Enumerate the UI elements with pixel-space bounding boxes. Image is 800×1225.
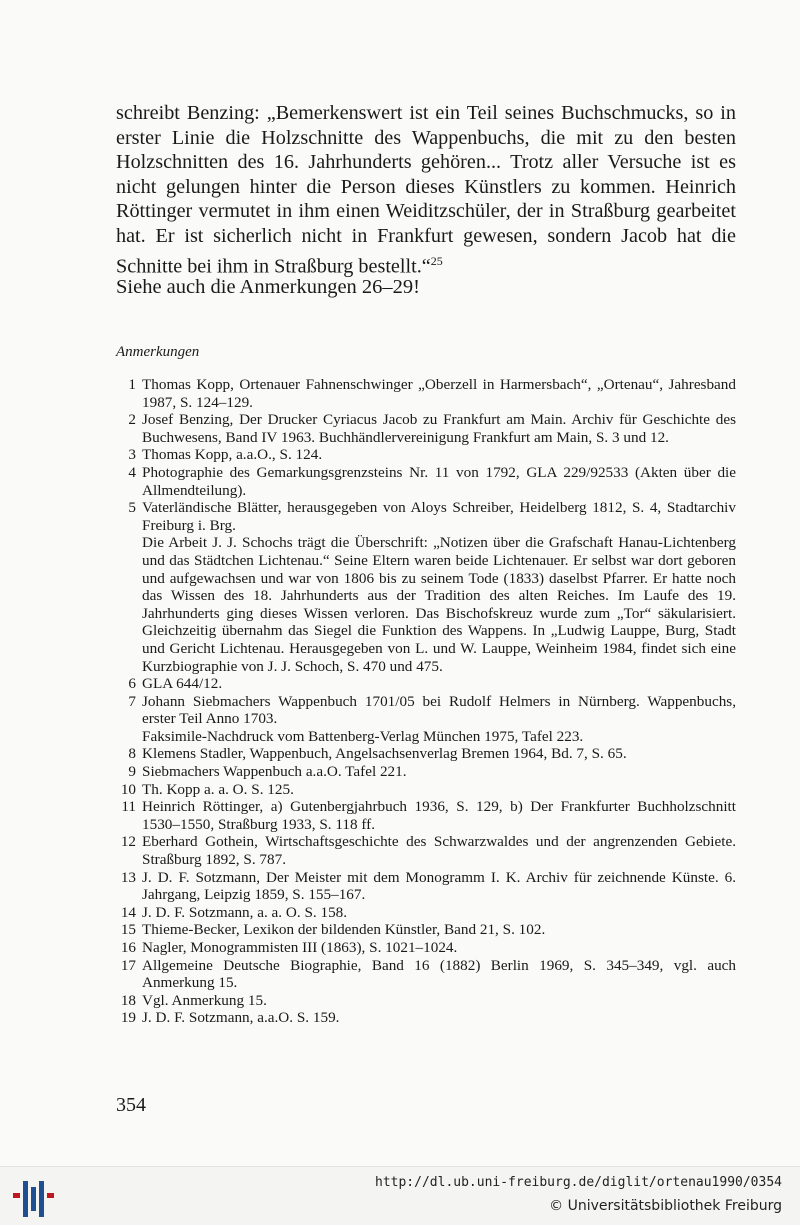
note-item	[116, 411, 736, 446]
note-text: Vaterländische Blätter, herausgegeben von Aloys Schreiber, Heidelberg 1812, S. 4, Stadtarchiv Freiburg i. Brg.	[142, 499, 736, 534]
body-text	[116, 101, 736, 279]
note-item	[116, 904, 736, 922]
note-number: 1	[128, 376, 136, 393]
footnote-ref: 25	[430, 253, 443, 268]
note-text: Josef Benzing, Der Drucker Cyriacus Jacob zu Frankfurt am Main. Archiv für Geschichte des Buchwesens, Band IV 1963. Buchhändlervereinigung Frankfurt am Main, S. 3 und 12.	[142, 411, 736, 446]
note-text: Thomas Kopp, a.a.O., S. 124.	[142, 446, 323, 464]
page-number: 354	[116, 1094, 146, 1116]
note-text: J. D. F. Sotzmann, a.a.O. S. 159.	[142, 1009, 340, 1027]
see-also-line: Siehe auch die Anmerkungen 26–29!	[116, 276, 421, 298]
note-number: 17	[120, 956, 136, 974]
note-continuation: Faksimile-Nachdruck vom Battenberg-Verlag München 1975, Tafel 223.	[142, 727, 584, 745]
note-text: Johann Siebmachers Wappenbuch 1701/05 bei Rudolf Helmers in Nürnberg. Wappenbuchs, erster Teil Anno 1703.	[142, 692, 736, 728]
note-number: 9	[128, 763, 136, 781]
note-number: 18	[120, 991, 136, 1009]
note-text: Klemens Stadler, Wappenbuch, Angelsachsenverlag Bremen 1964, Bd. 7, S. 65.	[142, 745, 627, 763]
note-text: Thieme-Becker, Lexikon der bildenden Künstler, Band 21, S. 102.	[142, 921, 546, 939]
note-number: 3	[128, 446, 136, 464]
note-text: Siebmachers Wappenbuch a.a.O. Tafel 221.	[142, 763, 407, 781]
note-number: 19	[120, 1009, 136, 1027]
note-item	[116, 675, 736, 693]
note-item	[116, 693, 736, 746]
body-paragraph: schreibt Benzing: „Bemerkenswert ist ein Teil seines Buchschmucks, so in erster Linie die Holzschnitte des Wappenbuchs, die mit zu den besten Holzschnitten des 16. Jahrhunderts gehören... Trotz aller Versuche ist es nicht gelungen hinter die Person dieses Künstlers zu kommen. Heinrich Röttinger vermutet in ihm einen Weiditzschüler, der in Straßburg gearbeitet hat. Er ist sicherlich nicht in Frankfurt gewesen, sondern Jacob hat die Schnitte bei ihm in Straßburg bestellt.“$^{25}$	[116, 102, 736, 278]
note-continuation: Die Arbeit J. J. Schochs trägt die Überschrift: „Notizen über die Grafschaft Hanau-Lichtenberg und das Städtchen Lichtenau.“ Seine Eltern waren beide Lichtenauer. Er selbst war dort geboren und aufgewachsen und war von 1806 bis zu seinem Tode (1833) daselbst Pfarrer. Er hatte noch das Wissen des 18. Jahrhunderts aus der Tradition des alten Reiches. Im Laufe des 19. Jahrhunderts ging dieses Wissen verloren. Das Bischofskreuz wurde zum „Tor“ säkularisiert. Gleichzeitig übernahm das Siegel die Funktion des Wappens. In „Ludwig Lauppe, Burg, Stadt und Gericht Lichtenau. Herausgegeben von L. und W. Lauppe, Weinheim 1984, findet sich eine Kurzbiographie von J. J. Schoch, S. 470 und 475.	[142, 534, 736, 675]
note-number: 10	[120, 780, 136, 798]
note-item	[116, 869, 736, 904]
note-number: 16	[120, 939, 136, 956]
note-text: Thomas Kopp, Ortenauer Fahnenschwinger „Oberzell in Harmersbach“, „Ortenau“, Jahresband 1987, S. 124–129.	[142, 376, 736, 411]
note-number: 7	[128, 692, 136, 710]
note-item	[116, 992, 736, 1010]
note-text: Vgl. Anmerkung 15.	[142, 991, 267, 1009]
note-text: J. D. F. Sotzmann, Der Meister mit dem Monogramm I. K. Archiv für zeichnende Künste. 6. Jahrgang, Leipzig 1859, S. 155–167.	[142, 868, 736, 904]
note-number: 14	[120, 903, 136, 921]
note-number: 6	[128, 675, 136, 693]
notes-heading: Anmerkungen	[116, 344, 200, 360]
note-text: Nagler, Monogrammisten III (1863), S. 1021–1024.	[142, 939, 458, 956]
document-url[interactable]: http://dl.ub.uni-freiburg.de/diglit/ortenau1990/0354	[375, 1175, 782, 1190]
note-number: 15	[120, 921, 136, 939]
note-text: Allgemeine Deutsche Biographie, Band 16 (1882) Berlin 1969, S. 345–349, vgl. auch Anmerkung 15.	[142, 956, 736, 992]
note-text: Photographie des Gemarkungsgrenzsteins Nr. 11 von 1792, GLA 229/92533 (Akten über die Allmendteilung).	[142, 463, 736, 499]
note-item	[116, 499, 736, 675]
note-text: Heinrich Röttinger, a) Gutenbergjahrbuch 1936, S. 129, b) Der Frankfurter Buchholzschnitt 1530–1550, Straßburg 1933, S. 118 ff.	[142, 798, 736, 833]
note-text: Th. Kopp a. a. O. S. 125.	[142, 780, 294, 798]
note-number: 8	[128, 745, 136, 763]
note-text: GLA 644/12.	[142, 675, 223, 693]
note-item	[116, 376, 736, 411]
note-item	[116, 446, 736, 464]
note-item	[116, 745, 736, 763]
note-number: 12	[120, 833, 136, 851]
note-item	[116, 763, 736, 781]
note-number: 2	[128, 411, 136, 429]
note-item	[116, 939, 736, 957]
note-number: 4	[128, 463, 136, 481]
note-item	[116, 464, 736, 499]
note-text: Eberhard Gothein, Wirtschaftsgeschichte des Schwarzwaldes und der angrenzenden Gebiete. Straßburg 1892, S. 787.	[142, 833, 736, 869]
footer-bar	[0, 1166, 800, 1225]
copyright-notice: © Universitätsbibliothek Freiburg	[549, 1198, 782, 1214]
note-item	[116, 921, 736, 939]
note-item	[116, 798, 736, 833]
note-number: 5	[128, 499, 136, 517]
note-item	[116, 833, 736, 868]
note-item	[116, 1009, 736, 1027]
note-number: 13	[120, 868, 136, 886]
note-item	[116, 957, 736, 992]
notes-list	[116, 376, 736, 1027]
note-number: 11	[121, 798, 136, 816]
ub-freiburg-logo-icon[interactable]	[12, 1175, 58, 1219]
note-item	[116, 781, 736, 799]
note-text: J. D. F. Sotzmann, a. a. O. S. 158.	[142, 903, 348, 921]
